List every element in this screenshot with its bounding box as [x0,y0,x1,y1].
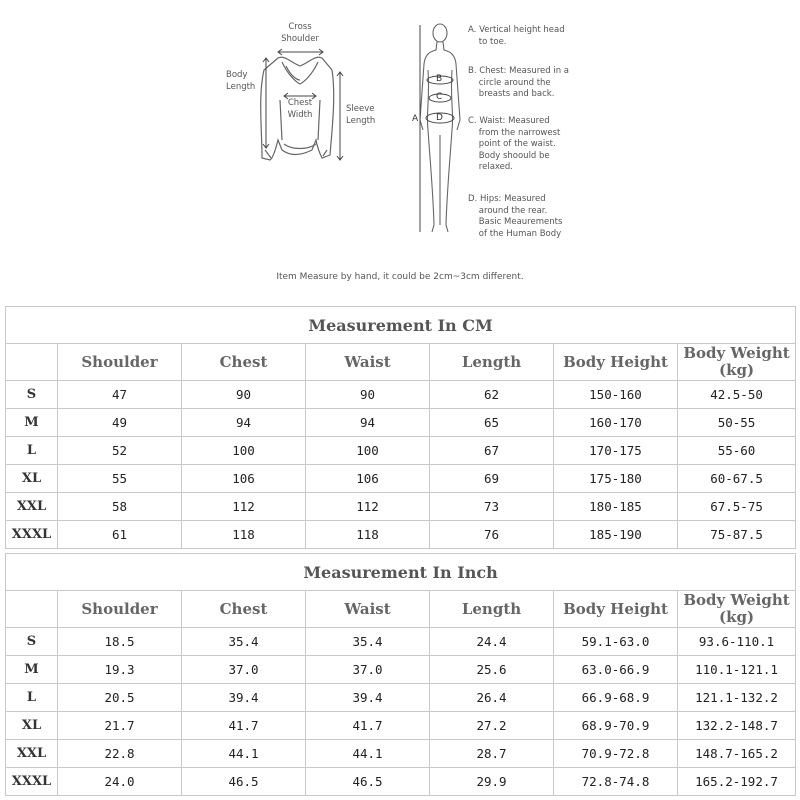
measurement-cell: 94 [306,409,430,437]
chest-width-label: Chest Width [287,98,313,120]
measurement-cell: 62 [430,381,554,409]
measurement-cell: 67.5-75 [678,493,796,521]
table-title-row [6,554,796,591]
measurement-cell: 68.9-70.9 [554,712,678,740]
measurement-cell: 69 [430,465,554,493]
table-row [6,381,796,409]
measurement-cell: 35.4 [306,628,430,656]
table-row [6,740,796,768]
measurement-cell: 37.0 [182,656,306,684]
column-header: Chest [182,344,306,381]
legend-d: D. Hips: Measured around the rear. Basic Meaurements of the Human Body [468,194,563,239]
letter-a: A [412,114,419,124]
measurement-cell: 106 [182,465,306,493]
measurement-cell: 52 [58,437,182,465]
legend-b: B. Chest: Measured in a circle around the breasts and back. [468,66,569,99]
size-label: XXL [6,493,58,521]
size-label: L [6,437,58,465]
table-inch [5,553,796,796]
measurement-cell: 18.5 [58,628,182,656]
measurement-cell: 118 [306,521,430,549]
column-header: Length [430,591,554,628]
size-label: S [6,381,58,409]
measurement-cell: 110.1-121.1 [678,656,796,684]
column-header: Shoulder [58,591,182,628]
letter-d: D [436,113,443,123]
table-row [6,465,796,493]
letter-c: C [436,92,443,102]
measurement-cell: 29.9 [430,768,554,796]
measurement-cell: 41.7 [306,712,430,740]
cross-shoulder-label: Cross Shoulder [281,22,319,44]
measurement-cell: 112 [306,493,430,521]
table-row [6,628,796,656]
table-cm [5,306,796,549]
measurement-cell: 75-87.5 [678,521,796,549]
size-label: XXXL [6,768,58,796]
measurement-cell: 25.6 [430,656,554,684]
legend-c: C. Waist: Measured from the narrowest point of the waist. Body shoould be relaxed. [468,116,561,172]
column-header: Shoulder [58,344,182,381]
table-row [6,684,796,712]
column-header: Body Height [554,344,678,381]
measurement-cell: 90 [306,381,430,409]
size-label: M [6,409,58,437]
measurement-cell: 20.5 [58,684,182,712]
measurement-cell: 46.5 [182,768,306,796]
measurement-cell: 148.7-165.2 [678,740,796,768]
measurement-cell: 106 [306,465,430,493]
body-length-label: Body Length [226,70,256,92]
measurement-cell: 76 [430,521,554,549]
measure-note: Item Measure by hand, it could be 2cm~3cm different. [276,272,524,282]
table-row [6,493,796,521]
measurement-cell: 37.0 [306,656,430,684]
letter-b: B [436,74,443,84]
measurement-cell: 21.7 [58,712,182,740]
measurement-cell: 41.7 [182,712,306,740]
size-label: XXL [6,740,58,768]
table-row [6,437,796,465]
size-label: XL [6,712,58,740]
table-row [6,656,796,684]
header-corner [6,344,58,381]
diagram-drawing [0,0,800,300]
measurement-cell: 165.2-192.7 [678,768,796,796]
column-header: Body Weight (kg) [678,591,796,628]
measurement-cell: 132.2-148.7 [678,712,796,740]
measurement-cell: 73 [430,493,554,521]
column-header: Waist [306,591,430,628]
measurement-cell: 65 [430,409,554,437]
measurement-cell: 175-180 [554,465,678,493]
measurement-cell: 49 [58,409,182,437]
measurement-cell: 150-160 [554,381,678,409]
table-title: Measurement In CM [6,307,796,344]
column-header: Length [430,344,554,381]
measurement-cell: 94 [182,409,306,437]
measurement-cell: 100 [182,437,306,465]
measurement-cell: 90 [182,381,306,409]
table-header-row [6,591,796,628]
column-header: Chest [182,591,306,628]
measurement-cell: 19.3 [58,656,182,684]
column-header: Body Height [554,591,678,628]
measurement-cell: 66.9-68.9 [554,684,678,712]
body-measure-marks [420,25,454,232]
size-label: M [6,656,58,684]
measurement-cell: 26.4 [430,684,554,712]
header-corner [6,591,58,628]
body-figure [420,24,460,232]
measurement-cell: 118 [182,521,306,549]
size-label: XXXL [6,521,58,549]
column-header: Body Weight (kg) [678,344,796,381]
measurement-cell: 50-55 [678,409,796,437]
column-header: Waist [306,344,430,381]
size-label: L [6,684,58,712]
measurement-cell: 27.2 [430,712,554,740]
measurement-cell: 100 [306,437,430,465]
measurement-cell: 93.6-110.1 [678,628,796,656]
measurement-cell: 22.8 [58,740,182,768]
measurement-cell: 44.1 [306,740,430,768]
table-row [6,768,796,796]
measurement-cell: 58 [58,493,182,521]
measurement-cell: 70.9-72.8 [554,740,678,768]
measurement-cell: 185-190 [554,521,678,549]
measurement-cell: 24.0 [58,768,182,796]
legend-a: A. Vertical height head to toe. [468,25,565,47]
size-label: XL [6,465,58,493]
measurement-cell: 72.8-74.8 [554,768,678,796]
measurement-cell: 55 [58,465,182,493]
measurement-cell: 46.5 [306,768,430,796]
measurement-cell: 121.1-132.2 [678,684,796,712]
measurement-cell: 160-170 [554,409,678,437]
measurement-cell: 61 [58,521,182,549]
table-title-row [6,307,796,344]
sleeve-length-label: Sleeve Length [346,104,376,126]
measurement-cell: 180-185 [554,493,678,521]
measurement-cell: 39.4 [182,684,306,712]
table-header-row [6,344,796,381]
table-row [6,521,796,549]
measurement-cell: 35.4 [182,628,306,656]
measurement-cell: 170-175 [554,437,678,465]
measurement-cell: 59.1-63.0 [554,628,678,656]
size-label: S [6,628,58,656]
table-row [6,712,796,740]
measurement-cell: 55-60 [678,437,796,465]
measurement-cell: 47 [58,381,182,409]
measurement-cell: 28.7 [430,740,554,768]
measurement-cell: 24.4 [430,628,554,656]
measurement-cell: 63.0-66.9 [554,656,678,684]
measurement-cell: 44.1 [182,740,306,768]
measurement-cell: 39.4 [306,684,430,712]
measurement-diagram [0,0,800,300]
measurement-cell: 67 [430,437,554,465]
table-title: Measurement In Inch [6,554,796,591]
table-row [6,409,796,437]
measurement-cell: 42.5-50 [678,381,796,409]
measurement-cell: 112 [182,493,306,521]
measurement-cell: 60-67.5 [678,465,796,493]
